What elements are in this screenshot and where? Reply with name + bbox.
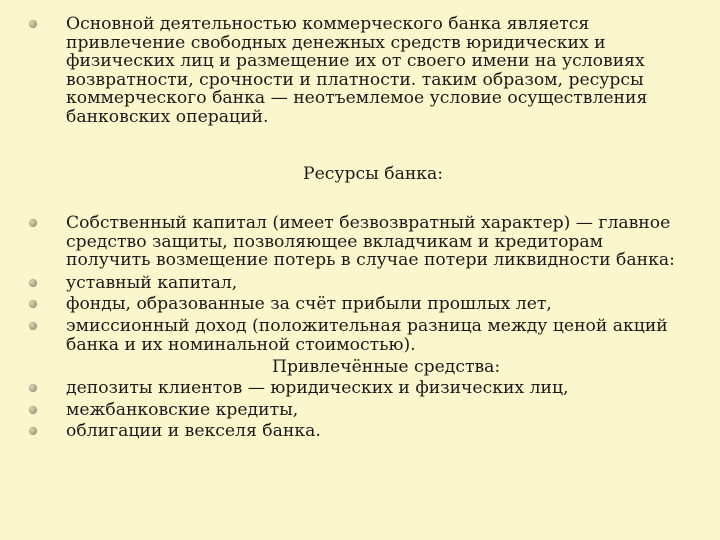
round-bullet-icon <box>29 406 37 414</box>
intro-line: коммерческого банка — неотъемлемое условие осуществления <box>66 88 648 109</box>
charter-capital-text: уставный капитал, <box>66 272 238 293</box>
round-bullet-icon <box>29 427 37 435</box>
intro-line: возвратности, срочности и платности. таким образом, ресурсы <box>66 69 644 90</box>
own-capital-line: средство защиты, позволяющее вкладчикам и кредиторам <box>66 231 604 252</box>
issue-income-line: эмиссионный доход (положительная разница между ценой акций <box>66 315 668 336</box>
intro-item <box>18 15 708 127</box>
issue-income-item <box>18 317 708 354</box>
round-bullet-icon <box>29 20 37 28</box>
intro-line: физических лиц и размещение их от своего имени на условиях <box>66 51 645 72</box>
borrowed-item <box>18 379 708 398</box>
own-capital-line: получить возмещение потерь в случае потери ликвидности банка: <box>66 250 675 271</box>
round-bullet-icon <box>29 384 37 392</box>
own-capital-item <box>18 214 708 270</box>
intro-line: Основной деятельностью коммерческого банка является <box>66 14 590 34</box>
charter-capital-item <box>18 274 708 293</box>
borrowed-item <box>18 401 708 420</box>
funds-text: фонды, образованные за счёт прибыли прошлых лет, <box>66 294 552 315</box>
issue-income-line: банка и их номинальной стоимостью). <box>66 334 416 355</box>
borrowed-text: межбанковские кредиты, <box>66 399 299 420</box>
intro-line: банковских операций. <box>66 106 269 127</box>
borrowed-heading-row <box>18 357 708 379</box>
round-bullet-icon <box>29 322 37 330</box>
own-capital-line: Собственный капитал (имеет безвозвратный характер) — главное <box>66 213 671 233</box>
borrowed-text: облигации и векселя банка. <box>66 421 321 442</box>
round-bullet-icon <box>29 219 37 227</box>
resources-heading: Ресурсы банка: <box>303 164 444 184</box>
borrowed-item <box>18 422 708 441</box>
round-bullet-icon <box>29 300 37 308</box>
funds-item <box>18 295 708 314</box>
resources-list <box>18 214 708 444</box>
borrowed-heading: Привлечённые средства: <box>272 357 501 378</box>
intro-line: привлечение свободных денежных средств юридических и <box>66 32 606 53</box>
intro-paragraph <box>18 15 708 127</box>
round-bullet-icon <box>29 279 37 287</box>
borrowed-text: депозиты клиентов — юридических и физических лиц, <box>66 378 569 399</box>
